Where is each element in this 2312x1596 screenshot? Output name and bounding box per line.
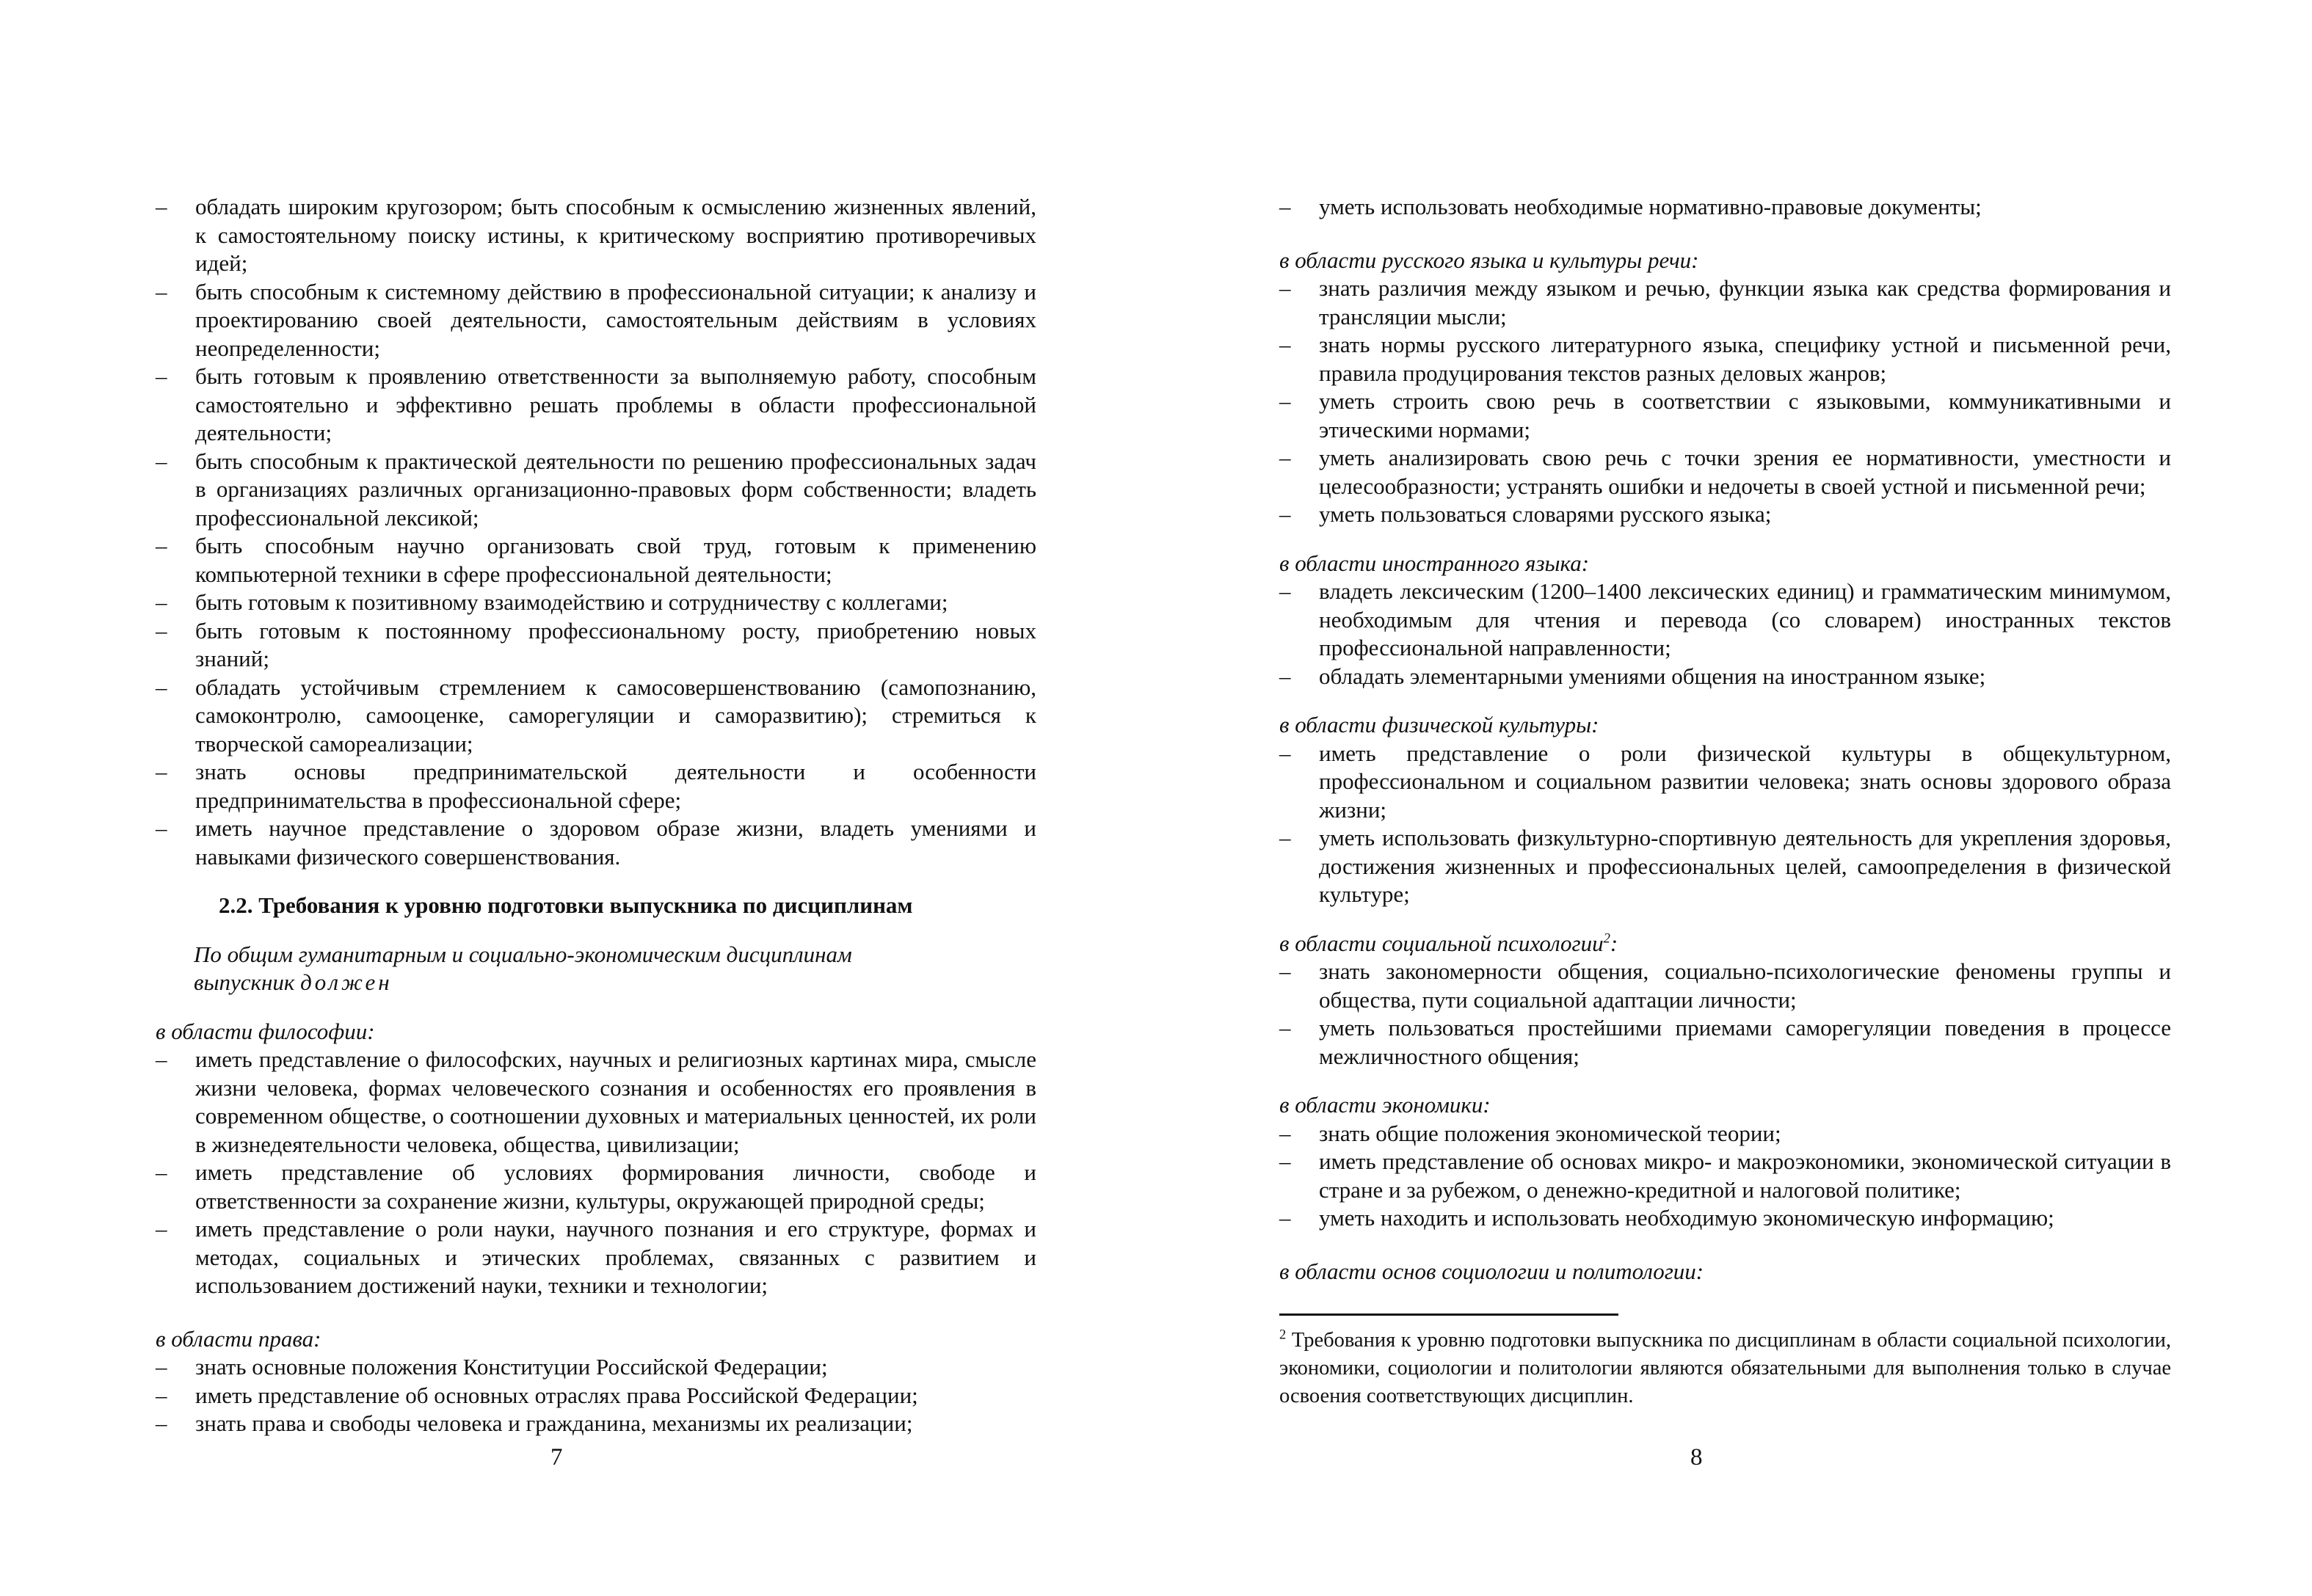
philosophy-list — [156, 1046, 1036, 1300]
list-item: – уметь использовать необходимые нормативно-правовые документы; — [1279, 193, 2171, 222]
list-item: – владеть лексическим (1200–1400 лексических единиц) и грамматическим минимумом, необходимым для чтения и перевода (со словарем) иностранных текстов профессиональной направленности; — [1279, 577, 2171, 663]
left-page-text — [156, 193, 1036, 1438]
physical-list — [1279, 740, 2171, 909]
right-page-text — [1279, 193, 2171, 1286]
footnote-ref: 2 — [1603, 930, 1610, 947]
intro-spaced-word: должен — [300, 969, 393, 995]
list-item: – иметь представление о роли науки, научного познания и его структуре, формах и методах, социальных и этических проблемах, связанных с развитием и использованием достижений науки, техники и технологии; — [156, 1215, 1036, 1300]
list-item: – уметь строить свою речь в соответствии с языковыми, коммуникативными и этическими нормами; — [1279, 387, 2171, 444]
list-item: – уметь находить и использовать необходимую экономическую информацию; — [1279, 1204, 2171, 1233]
list-item: – уметь пользоваться простейшими приемами саморегуляции поведения в процессе межличностного общения; — [1279, 1014, 2171, 1071]
law-list-continued — [1279, 193, 2171, 222]
subsection-title: 2.2. Требования к уровню подготовки выпускника по дисциплинам — [219, 892, 913, 918]
physical-heading: в области физической культуры: — [1279, 712, 1599, 737]
sociology-heading: в области основ социологии и политологии: — [1279, 1258, 1704, 1284]
footnote-text: Требования к уровню подготовки выпускника по дисциплинам в области социальной психологии, экономики, социологии и политологии являются обязательными для выполнения только в случае освоения соответствующих дисциплин. — [1279, 1329, 2171, 1407]
footnote — [1279, 1327, 2171, 1410]
economics-heading: в области экономики: — [1279, 1092, 1491, 1118]
intro-text — [194, 941, 1036, 997]
list-item: – знать различия между языком и речью, функции языка как средства формирования и трансляции мысли; — [1279, 274, 2171, 331]
list-item: – иметь представление о философских, научных и религиозных картинах мира, смысле жизни человека, формах человеческого сознания и особенностях его проявления в современном обществе, о соотношении духовных и материальных ценностей, их роли в жизнедеятельности человека, общества, цивилизации; — [156, 1046, 1036, 1159]
list-item: – быть способным научно организовать свой труд, готовым к применению компьютерной техники в сфере профессиональной деятельности; — [156, 532, 1036, 589]
social-psych-heading-text: в области социальной психологии — [1279, 930, 1604, 956]
list-item: – обладать широким кругозором; быть способным к осмыслению жизненных явлений, к самостоятельному поиску истины, к критическому восприятию противоречивых идей; — [156, 193, 1036, 278]
list-item: – уметь анализировать свою речь с точки зрения ее нормативности, уместности и целесообразности; устранять ошибки и недочеты в своей устной и письменной речи; — [1279, 444, 2171, 500]
foreign-heading: в области иностранного языка: — [1279, 550, 1590, 576]
list-item: – знать нормы русского литературного языка, специфику устной и письменной речи, правила продуцирования текстов разных деловых жанров; — [1279, 331, 2171, 387]
list-item: – иметь представление об основных отраслях права Российской Федерации; — [156, 1382, 1036, 1410]
footnote-divider — [1279, 1313, 1618, 1316]
law-list — [156, 1353, 1036, 1438]
list-item: – обладать устойчивым стремлением к самосовершенствованию (самопознанию, самоконтролю, самооценке, саморегуляции и саморазвитию); стремиться к творческой самореализации; — [156, 674, 1036, 759]
list-item: – быть готовым к постоянному профессиональному росту, приобретению новых знаний; — [156, 617, 1036, 674]
page-number: 7 — [550, 1444, 563, 1471]
list-item: – знать основы предпринимательской деятельности и особенности предпринимательства в профессиональной сфере; — [156, 758, 1036, 815]
list-item: – быть способным к системному действию в профессиональной ситуации; к анализу и проектированию своей деятельности, самостоятельным действиям в условиях неопределенности; — [156, 278, 1036, 363]
list-item: – уметь пользоваться словарями русского языка; — [1279, 500, 2171, 529]
philosophy-heading: в области философии: — [156, 1018, 375, 1044]
social-psych-heading — [1279, 930, 2171, 958]
russian-list — [1279, 274, 2171, 529]
list-item: – быть готовым к проявлению ответственности за выполняемую работу, способным самостоятельно и эффективно решать проблемы в области профессиональной деятельности; — [156, 362, 1036, 448]
economics-list — [1279, 1120, 2171, 1233]
list-item: – знать общие положения экономической теории; — [1279, 1120, 2171, 1148]
russian-heading: в области русского языка и культуры речи: — [1279, 247, 1699, 273]
social-psych-colon: : — [1610, 930, 1618, 956]
list-item: – быть способным к практической деятельности по решению профессиональных задач в организациях различных организационно-правовых форм собственности; владеть профессиональной лексикой; — [156, 448, 1036, 533]
general-requirements-list — [156, 193, 1036, 871]
list-item: – обладать элементарными умениями общения на иностранном языке; — [1279, 663, 2171, 691]
right-page — [1156, 0, 2312, 1596]
page-number: 8 — [1690, 1444, 1703, 1471]
list-item: – иметь научное представление о здоровом образе жизни, владеть умениями и навыками физического совершенствования. — [156, 815, 1036, 871]
footnote-mark: 2 — [1279, 1327, 1287, 1343]
law-heading: в области права: — [156, 1325, 321, 1352]
list-item: – знать основные положения Конституции Российской Федерации; — [156, 1353, 1036, 1382]
intro-line-2: выпускник — [194, 969, 301, 995]
intro-line-1: По общим гуманитарным и социально-экономическим дисциплинам — [194, 941, 852, 967]
list-item: – иметь представление об условиях формирования личности, свободе и ответственности за сохранение жизни, культуры, окружающей природной среды; — [156, 1159, 1036, 1215]
foreign-list — [1279, 577, 2171, 690]
list-item: – быть готовым к позитивному взаимодействию и сотрудничеству с коллегами; — [156, 589, 1036, 617]
list-item: – иметь представление об основах микро- и макроэкономики, экономической ситуации в стране и за рубежом, о денежно-кредитной и налоговой политике; — [1279, 1148, 2171, 1204]
list-item: – знать закономерности общения, социально-психологические феномены группы и общества, пути социальной адаптации личности; — [1279, 958, 2171, 1014]
list-item: – иметь представление о роли физической культуры в общекультурном, профессиональном и социальном развитии человека; знать основы здорового образа жизни; — [1279, 740, 2171, 825]
list-item: – знать права и свободы человека и гражданина, механизмы их реализации; — [156, 1410, 1036, 1438]
social-psych-list — [1279, 958, 2171, 1071]
list-item: – уметь использовать физкультурно-спортивную деятельность для укрепления здоровья, достижения жизненных и профессиональных целей, самоопределения в физической культуре; — [1279, 824, 2171, 909]
